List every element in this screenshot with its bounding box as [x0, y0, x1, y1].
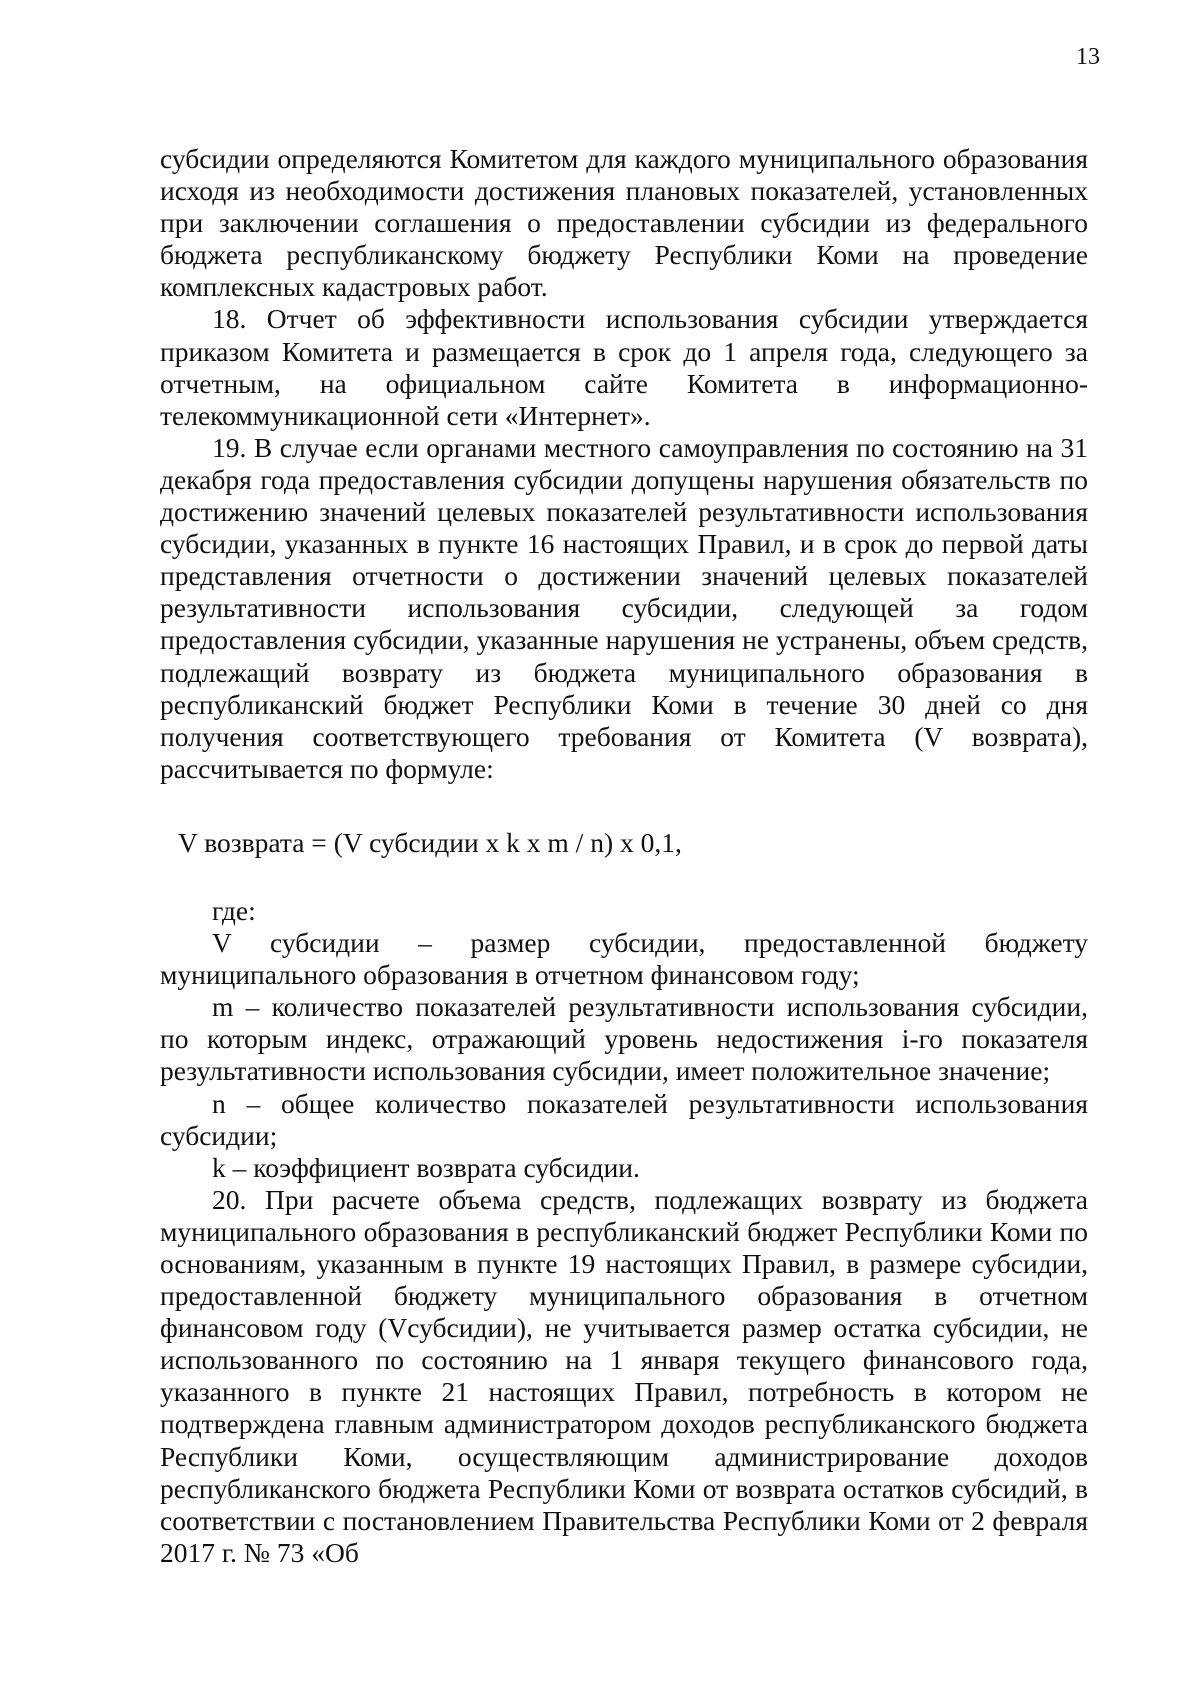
definition-n: n – общее количество показателей результативности использования субсидии;: [160, 1087, 1088, 1151]
paragraph-20: 20. При расчете объема средств, подлежащих возврату из бюджета муниципального образования в республиканский бюджет Республики Коми по основаниям, указанным в пункте 19 настоящих Правил, в размере субсидии, предоставленной бюджету муниципального образования в отчетном финансовом году (Vсубсидии), не учитывается размер остатка субсидии, не использованного по состоянию на 1 января текущего финансового года, указанного в пункте 21 настоящих Правил, потребность в котором не подтверждена главным администратором доходов республиканского бюджета Республики Коми, осуществляющим администрирование доходов республиканского бюджета Республики Коми от возврата остатков субсидий, в соответствии с постановлением Правительства Республики Коми от 2 февраля 2017 г. № 73 «Об: [160, 1183, 1088, 1568]
paragraph-subsidy-continuation: субсидии определяются Комитетом для каждого муниципального образования исходя из необходимости достижения плановых показателей, установленных при заключении соглашения о предоставлении субсидии из федерального бюджета республиканскому бюджету Республики Коми на проведение комплексных кадастровых работ.: [160, 143, 1088, 303]
page-number: 13: [1076, 44, 1100, 70]
definition-m: m – количество показателей результативности использования субсидии, по которым индекс, отражающий уровень недостижения i-го показателя результативности использования субсидии, имеет положительное значение;: [160, 991, 1088, 1087]
paragraph-19: 19. В случае если органами местного самоуправления по состоянию на 31 декабря года предоставления субсидии допущены нарушения обязательств по достижению значений целевых показателей результативности использования субсидии, указанных в пункте 16 настоящих Правил, и в срок до первой даты представления отчетности о достижении значений целевых показателей результативности использования субсидии, следующей за годом предоставления субсидии, указанные нарушения не устранены, объем средств, подлежащий возврату из бюджета муниципального образования в республиканский бюджет Республики Коми в течение 30 дней со дня получения соответствующего требования от Комитета (V возврата), рассчитывается по формуле:: [160, 431, 1088, 784]
definition-v-subsidy: V субсидии – размер субсидии, предоставленной бюджету муниципального образования в отчетном финансовом году;: [160, 927, 1088, 991]
definition-k: k – коэффициент возврата субсидии.: [212, 1151, 640, 1183]
paragraph-18: 18. Отчет об эффективности использования субсидии утверждается приказом Комитета и размещается в срок до 1 апреля года, следующего за отчетным, на официальном сайте Комитета в информационно-телекоммуникационной сети «Интернет».: [160, 303, 1088, 431]
formula-where-label: где:: [212, 894, 256, 926]
document-body: [160, 143, 1088, 1569]
return-formula: V возврата = (V субсидии x k x m / n) x 0,1,: [178, 826, 682, 858]
